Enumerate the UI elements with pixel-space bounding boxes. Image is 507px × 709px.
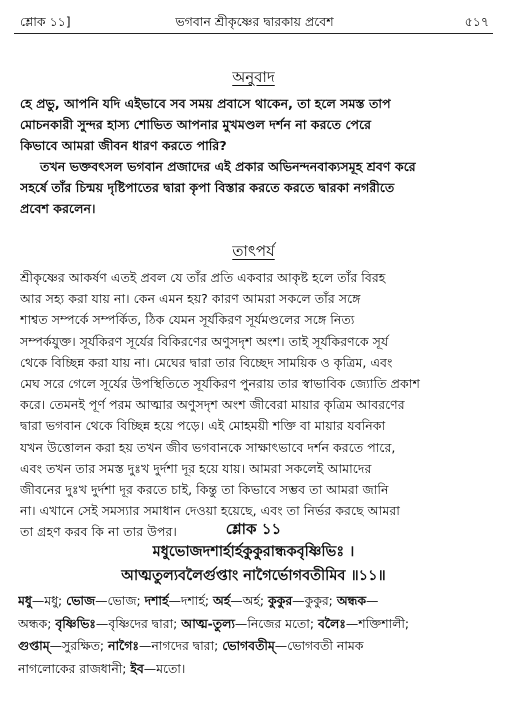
synonym-line — [18, 590, 489, 613]
word-meaning: —মধু; — [31, 593, 67, 608]
word-meaning: —বৃষ্ণিদের দ্বারা; — [95, 615, 182, 631]
translation-line: মোচনকারী সুন্দর হাস্য শোভিত আপনার মুখমণ্ডল দর্শন না করতে পেরে — [20, 117, 372, 133]
verse-title: শ্লোক ১১ — [225, 520, 282, 538]
word-meaning: —অর্হ; — [230, 593, 268, 608]
purport-line: না। এখানে সেই সমস্যার সমাধান দেওয়া হয়েছে, এবং তা নির্ভর করছে আমরা — [20, 503, 400, 519]
purport-line: মেঘ সরে গেলে সূর্যের উপস্থিতিতে সূর্যকিরণ পুনরায় তার স্বাভাবিক জ্যোতি প্রকাশ — [20, 375, 420, 391]
sanskrit-word: আত্ম-তুল্য — [181, 615, 235, 631]
purport-line: থেকে বিচ্ছিন্ন করা যায় না। মেঘের দ্বারা তার বিচ্ছেদ সাময়িক ও কৃত্রিম, এবং — [20, 354, 393, 370]
synonym-line — [18, 658, 489, 681]
sanskrit-word: গুপ্তাম্ — [18, 638, 50, 653]
word-meaning: —নাগদের দ্বারা; — [138, 638, 223, 653]
translation-narration — [20, 156, 489, 220]
word-meaning: —ভোজ; — [95, 593, 145, 608]
synonym-line — [18, 613, 489, 636]
sanskrit-word: দশার্হ — [144, 593, 169, 608]
word-meaning: —সুরক্ষিত; — [49, 638, 109, 653]
purport-line: তা গ্রহণ করব কি না তার উপর। — [20, 524, 177, 540]
sanskrit-word: অন্ধক — [336, 593, 367, 608]
sanskrit-word: নাগৈঃ — [108, 638, 139, 653]
header-divider — [14, 33, 493, 34]
sanskrit-word: মধু — [18, 593, 32, 608]
word-meaning: —দশার্হ; — [168, 593, 213, 608]
synonym-line — [18, 635, 489, 658]
word-meaning: — — [366, 593, 379, 608]
translation-line: কিভাবে আমরা জীবন ধারণ করতে পারি? — [20, 138, 227, 154]
sanskrit-word: ভোগবতীম্ — [222, 638, 275, 653]
word-meaning: —ভোগবতী নামক — [274, 638, 364, 653]
sanskrit-word: অর্হ — [212, 593, 231, 608]
translation-line: প্রবেশ করলেন। — [20, 201, 96, 217]
page-number: ৫১৭ — [464, 14, 489, 29]
purport-line: দ্বারা ভগবান থেকে বিচ্ছিন্ন হয়ে পড়ে। এই মোহময়ী শক্তি বা মায়ার যবনিকা — [20, 418, 386, 434]
sanskrit-word: ইব — [130, 660, 144, 676]
word-meaning: —নিজের মতো; — [234, 615, 318, 631]
purport-heading: তাৎপর্য — [232, 242, 275, 260]
purport-text — [20, 267, 489, 542]
word-meaning: —কুকুর; — [292, 593, 337, 608]
header-chapter-title: ভগবান শ্রীকৃষ্ণের দ্বারকায় প্রবেশ — [175, 14, 334, 29]
translation-heading: অনুবাদ — [232, 68, 275, 86]
word-meaning: নাগলোকের রাজধানী; — [18, 660, 131, 676]
purport-line: জীবনের দুঃখ দুর্দশা দূর করতে চাই, কিন্তু তা কিভাবে সম্ভব তা আমরা জানি — [20, 481, 389, 497]
sanskrit-word: কুকুর — [267, 593, 293, 608]
verse-line-2: আত্মতুল্যবলৈর্গুপ্তাং নাগৈর্ভোগবতীমিব ॥১১॥ — [121, 568, 386, 584]
purport-line: যখন উত্তোলন করা হয় তখন জীব ভগবানকে সাক্ষাৎভাবে দর্শন করতে পারে, — [20, 439, 396, 455]
purport-line: করে। তেমনই পূর্ণ পরম আত্মার অণুসদৃশ অংশ জীবেরা মায়ার কৃত্রিম আবরণের — [20, 397, 405, 413]
purport-line: শ্রীকৃষ্ণের আকর্ষণ এতই প্রবল যে তাঁর প্রতি একবার আকৃষ্ট হলে তাঁর বিরহ — [20, 270, 386, 285]
word-meaning: —শক্তিশালী; — [345, 615, 410, 631]
purport-line: এবং তখন তার সমস্ত দুঃখ দুর্দশা দূর হয়ে যায়। আমরা সকলেই আমাদের — [20, 460, 372, 476]
purport-line: আর সহ্য করা যায় না। কেন এমন হয়? কারণ আমরা সকলে তাঁর সঙ্গে — [20, 291, 361, 307]
translation-line: তখন ভক্তবৎসল ভগবান প্রজাদের এই প্রকার অভিনন্দনবাক্যসমূহ শ্রবণ করে — [40, 159, 416, 174]
sanskrit-word: বৃষ্ণিভিঃ — [55, 615, 96, 631]
purport-line: শাশ্বত সম্পর্কে সম্পর্কিত, ঠিক যেমন সূর্যকিরণ সূর্যমণ্ডলের সঙ্গে নিত্য — [20, 312, 355, 328]
purport-line: সম্পর্কযুক্ত। সূর্যকিরণ সূর্যের বিকিরণের অণুসদৃশ অংশ। তাই সূর্যকিরণকে সূর্য — [20, 333, 389, 349]
verse-line-1: মধুভোজদশার্হার্হকুকুরান্ধকবৃষ্ণিভিঃ । — [152, 544, 355, 560]
word-meaning: অন্ধক; — [18, 615, 56, 631]
sanskrit-word: ভোজ — [66, 593, 96, 608]
translation-text — [20, 93, 489, 157]
sanskrit-word: বলৈঃ — [317, 615, 346, 631]
header-verse-ref: শ্লোক ১১] — [20, 14, 71, 29]
word-meaning: —মতো। — [143, 660, 186, 676]
word-for-word-synonyms — [18, 590, 489, 680]
translation-line: সহর্ষে তাঁর চিন্ময় দৃষ্টিপাতের দ্বারা কৃপা বিস্তার করতে করতে দ্বারকা নগরীতে — [20, 180, 395, 196]
translation-line: হে প্রভু, আপনি যদি এইভাবে সব সময় প্রবাসে থাকেন, তা হলে সমস্ত তাপ — [20, 96, 391, 111]
